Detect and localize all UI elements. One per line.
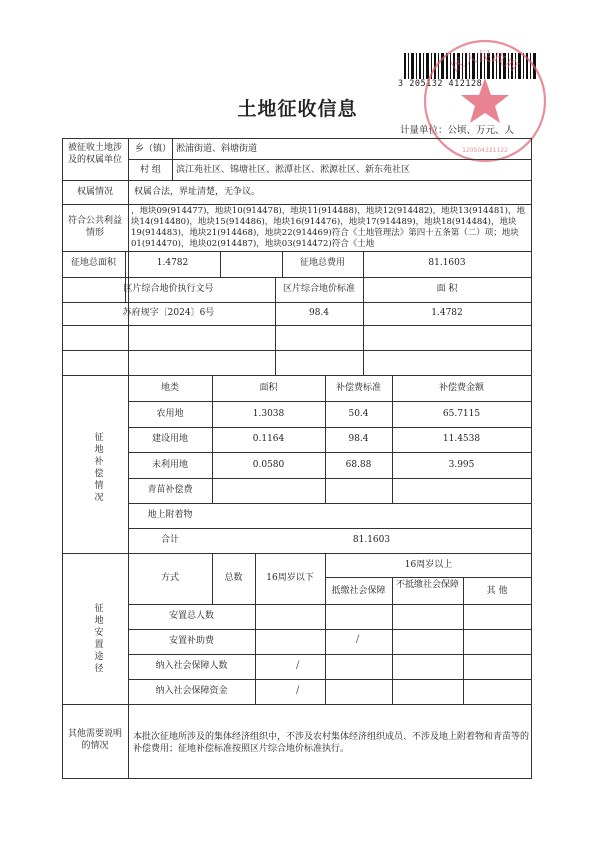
resettle-header-under16: 16周岁以下	[266, 573, 314, 583]
table-cell: 11.4538	[442, 434, 481, 444]
comp-header-amount: 补偿费金额	[438, 383, 484, 393]
total-area-label: 征地总面积	[70, 258, 116, 268]
table-cell: 1.3038	[252, 409, 285, 419]
price-standard-header: 区片综合地价标准	[282, 284, 355, 294]
price-doc-header: 区片综合地价执行文号	[123, 284, 214, 294]
table-row: 安置总人数	[168, 611, 214, 621]
comp-header-area: 面积	[259, 383, 278, 393]
resettle-header-other: 其 他	[486, 586, 508, 596]
price-area-header: 面 积	[436, 284, 458, 294]
table-cell: 0.1164	[252, 434, 285, 444]
public-interest-label: 符合公共利益情形	[67, 216, 122, 238]
table-row: 安置补助费	[168, 636, 214, 646]
slash-mark: /	[296, 685, 300, 696]
table-cell: 68.88	[345, 460, 372, 470]
table-cell: 98.4	[348, 434, 369, 444]
table-row: 纳入社会保障资金	[155, 686, 228, 696]
total-cost-value: 81.1603	[428, 258, 466, 268]
slash-mark: /	[296, 660, 300, 671]
compensation-side-label: 征地补偿情况	[94, 433, 104, 503]
compensation-total-value: 81.1603	[352, 535, 391, 545]
young-crops-label: 青苗补偿费	[147, 485, 193, 495]
other-notes-label: 其他需要说明的情况	[67, 729, 122, 751]
ownership-status-label: 权属情况	[76, 187, 113, 197]
village-label: 村 组	[140, 165, 161, 175]
resettle-header-method: 方式	[160, 573, 179, 583]
total-area-value: 1.4782	[156, 258, 189, 268]
price-area-value: 1.4782	[431, 308, 463, 318]
table-cell: 0.0580	[252, 460, 285, 470]
svg-text:120504321122: 120504321122	[462, 147, 508, 154]
unit-label: 计量单位：公顷、万元、人	[400, 125, 515, 136]
village-value: 滨江苑社区、锦塘社区、淞潭社区、淞源社区、新东苑社区	[176, 165, 411, 175]
township-value: 淞浦街道、斜塘街道	[176, 144, 258, 154]
resettle-header-deduct: 抵缴社会保障	[331, 586, 386, 596]
table-row: 农用地	[156, 409, 184, 419]
ownership-units-label: 被征收土地涉及的权属单位	[67, 143, 122, 165]
table-cell: 50.4	[348, 409, 369, 419]
public-interest-value: ，地块09(914477)，地块10(914478)，地块11(914488)，地块12(914482)，地块13(914481)，地块14(914480)，地块15(914486)，地块16(914476)，地块17(914489)，地块18(914484)，地块19(914483)，地块21(914468)，地块22(914469)符合《土地管理法》第四十五条第（二）项；地块01(914470)，地块02(914487)，地块03(914472)符合《土地	[131, 206, 525, 249]
slash-mark: /	[356, 634, 360, 645]
table-cell: 65.7115	[442, 409, 481, 419]
table-row: 建设用地	[151, 434, 188, 444]
table-row: 纳入社会保障人数	[155, 661, 228, 671]
township-label: 乡（镇）	[135, 144, 172, 154]
compensation-total-label: 合计	[160, 535, 179, 545]
comp-header-landtype: 地类	[160, 383, 179, 393]
barcode-number: 3 205132 412128	[398, 79, 483, 89]
resettle-header-over16: 16周岁以上	[404, 560, 453, 570]
table-cell: 3.995	[448, 460, 475, 470]
attachments-label: 地上附着物	[147, 510, 193, 520]
svg-text:区人民政府: 区人民政府	[448, 50, 522, 76]
total-cost-label: 征地总费用	[299, 258, 345, 268]
other-notes-value: 本批次征地所涉及的集体经济组织中，不涉及农村集体经济组织成员、不涉及地上附着物和青苗等的补偿费用；征地补偿标准按照区片综合地价标准执行。	[133, 732, 530, 754]
resettle-header-total: 总数	[224, 573, 243, 583]
price-standard-value: 98.4	[308, 308, 330, 318]
ownership-status-value: 权属合法，界址清楚，无争议。	[134, 187, 261, 197]
resettlement-side-label: 征地安置途径	[94, 604, 104, 674]
table-row: 未利用地	[151, 460, 188, 470]
page-title: 土地征收信息	[237, 98, 358, 120]
resettle-header-no-deduct: 不抵缴社会保障	[395, 580, 459, 590]
price-doc-number: 苏府规字〔2024〕6号	[122, 308, 215, 318]
comp-header-standard: 补偿费标准	[335, 383, 381, 393]
